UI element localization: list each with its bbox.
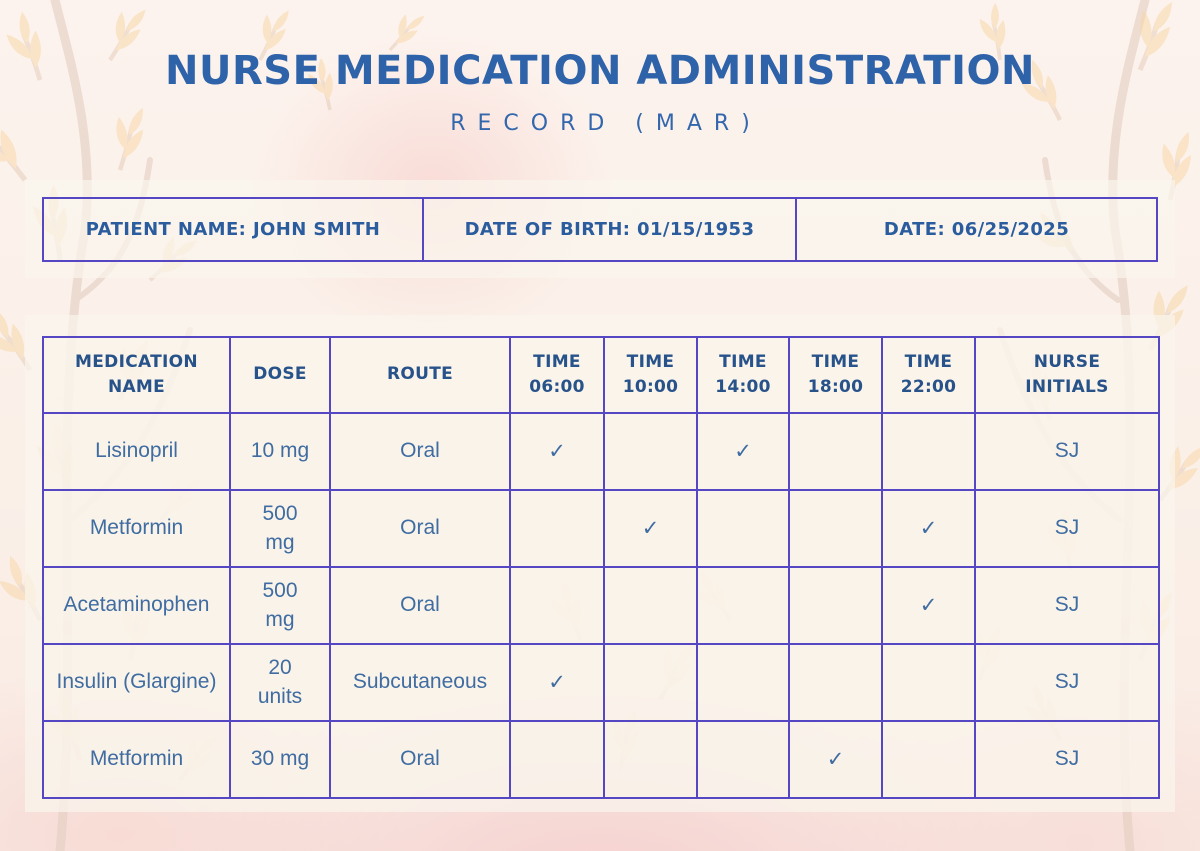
time-check-cell[interactable] bbox=[604, 644, 697, 721]
time-check-cell[interactable]: ✓ bbox=[604, 490, 697, 567]
table-row bbox=[43, 413, 1159, 490]
date-of-birth-field: DATE OF BIRTH: 01/15/1953 bbox=[422, 199, 795, 260]
time-check-cell[interactable] bbox=[789, 644, 882, 721]
route-cell: Oral bbox=[330, 567, 510, 644]
time-check-cell[interactable] bbox=[604, 721, 697, 798]
medication-cell: Metformin bbox=[43, 721, 230, 798]
medication-cell: Metformin bbox=[43, 490, 230, 567]
time-check-cell[interactable] bbox=[697, 567, 789, 644]
time-check-cell[interactable] bbox=[789, 567, 882, 644]
time-check-cell[interactable] bbox=[789, 490, 882, 567]
time-check-cell[interactable] bbox=[510, 490, 604, 567]
time-check-cell[interactable]: ✓ bbox=[882, 490, 975, 567]
time-check-cell[interactable]: ✓ bbox=[510, 413, 604, 490]
patient-name-field: PATIENT NAME: JOHN SMITH bbox=[85, 219, 381, 240]
dose-cell: 500 mg bbox=[230, 567, 330, 644]
table-row bbox=[43, 644, 1159, 721]
table-row bbox=[43, 721, 1159, 798]
medication-cell: Lisinopril bbox=[43, 413, 230, 490]
patient-info-bar bbox=[42, 197, 1158, 262]
col-header-nurse-initials: NURSE INITIALS bbox=[975, 337, 1159, 413]
route-cell: Oral bbox=[330, 413, 510, 490]
dose-cell: 30 mg bbox=[230, 721, 330, 798]
col-header-time-2200: TIME 22:00 bbox=[882, 337, 975, 413]
time-check-cell[interactable] bbox=[697, 721, 789, 798]
table-row bbox=[43, 490, 1159, 567]
time-check-cell[interactable] bbox=[510, 567, 604, 644]
table-row bbox=[43, 567, 1159, 644]
dose-cell: 10 mg bbox=[230, 413, 330, 490]
route-cell: Oral bbox=[330, 721, 510, 798]
time-check-cell[interactable]: ✓ bbox=[510, 644, 604, 721]
time-check-cell[interactable] bbox=[882, 644, 975, 721]
table-header-row bbox=[43, 337, 1159, 413]
document-header bbox=[0, 48, 1200, 136]
time-check-cell[interactable] bbox=[604, 567, 697, 644]
nurse-initials-cell: SJ bbox=[975, 567, 1159, 644]
route-cell: Oral bbox=[330, 490, 510, 567]
date-field: DATE: 06/25/2025 bbox=[795, 199, 1156, 260]
col-header-medication-name: MEDICATION NAME bbox=[43, 337, 230, 413]
col-header-dose: DOSE bbox=[230, 337, 330, 413]
time-check-cell[interactable] bbox=[510, 721, 604, 798]
mar-table bbox=[42, 336, 1160, 799]
col-header-time-1400: TIME 14:00 bbox=[697, 337, 789, 413]
page-subtitle: RECORD (MAR) bbox=[450, 111, 762, 136]
col-header-route: ROUTE bbox=[330, 337, 510, 413]
time-check-cell[interactable] bbox=[697, 490, 789, 567]
nurse-initials-cell: SJ bbox=[975, 721, 1159, 798]
col-header-time-1000: TIME 10:00 bbox=[604, 337, 697, 413]
page-title: NURSE MEDICATION ADMINISTRATION bbox=[165, 48, 1035, 94]
time-check-cell[interactable] bbox=[604, 413, 697, 490]
time-check-cell[interactable] bbox=[789, 413, 882, 490]
nurse-initials-cell: SJ bbox=[975, 644, 1159, 721]
time-check-cell[interactable]: ✓ bbox=[789, 721, 882, 798]
medication-cell: Insulin (Glargine) bbox=[43, 644, 230, 721]
time-check-cell[interactable] bbox=[697, 644, 789, 721]
medication-cell: Acetaminophen bbox=[43, 567, 230, 644]
time-check-cell[interactable]: ✓ bbox=[882, 567, 975, 644]
route-cell: Subcutaneous bbox=[330, 644, 510, 721]
time-check-cell[interactable] bbox=[882, 721, 975, 798]
nurse-initials-cell: SJ bbox=[975, 413, 1159, 490]
col-header-time-0600: TIME 06:00 bbox=[510, 337, 604, 413]
col-header-time-1800: TIME 18:00 bbox=[789, 337, 882, 413]
dose-cell: 500 mg bbox=[230, 490, 330, 567]
time-check-cell[interactable]: ✓ bbox=[697, 413, 789, 490]
nurse-initials-cell: SJ bbox=[975, 490, 1159, 567]
time-check-cell[interactable] bbox=[882, 413, 975, 490]
dose-cell: 20 units bbox=[230, 644, 330, 721]
